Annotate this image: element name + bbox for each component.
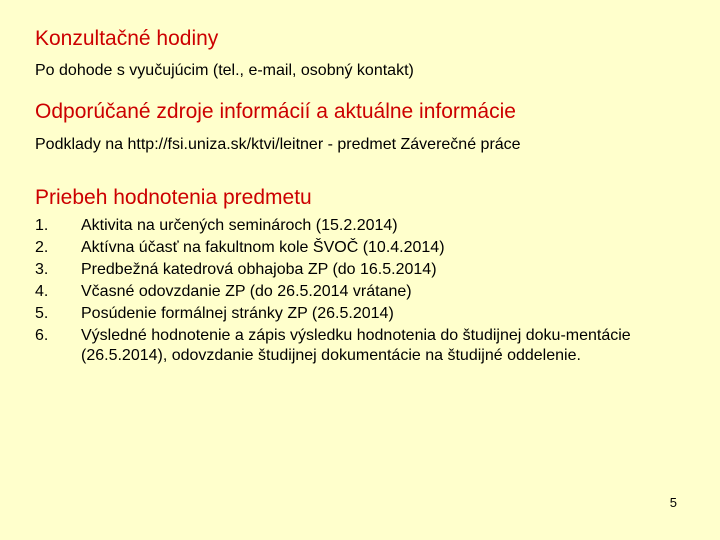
list-item [35,260,695,280]
evaluation-heading: Priebeh hodnotenia predmetu [35,186,312,209]
list-item-number: 5. [35,305,49,322]
list-item-text: Aktívna účasť na fakultnom kole ŠVOČ (10.4.2014) [81,239,445,256]
list-item [35,238,695,258]
list-item [35,304,695,324]
list-item-text: Predbežná katedrová obhajoba ZP (do 16.5.2014) [81,261,437,278]
sources-heading: Odporúčané zdroje informácií a aktuálne informácie [35,100,516,123]
list-item-number: 2. [35,239,49,256]
page-number: 5 [669,495,677,510]
list-item-number: 6. [35,327,49,344]
list-item-number: 4. [35,283,49,300]
list-item [35,282,695,302]
list-item-number: 3. [35,261,49,278]
evaluation-list [35,216,695,368]
list-item-text: Posúdenie formálnej stránky ZP (26.5.2014) [81,305,394,322]
list-item-text: Aktivita na určených seminároch (15.2.2014) [81,217,398,234]
list-item-number: 1. [35,217,49,234]
list-item [35,216,695,236]
consultation-hours-text: Po dohode s vyučujúcim (tel., e-mail, osobný kontakt) [35,62,414,79]
list-item-text: Včasné odovzdanie ZP (do 26.5.2014 vrátane) [81,283,412,300]
consultation-hours-heading: Konzultačné hodiny [35,27,219,50]
sources-text: Podklady na http://fsi.uniza.sk/ktvi/leitner - predmet Záverečné práce [35,136,521,153]
list-item-text: Výsledné hodnotenie a zápis výsledku hodnotenia do študijnej doku-mentácie (26.5.2014), odovzdanie študijnej dokumentácie na študijné oddelenie. [81,327,631,364]
list-item [35,326,695,366]
